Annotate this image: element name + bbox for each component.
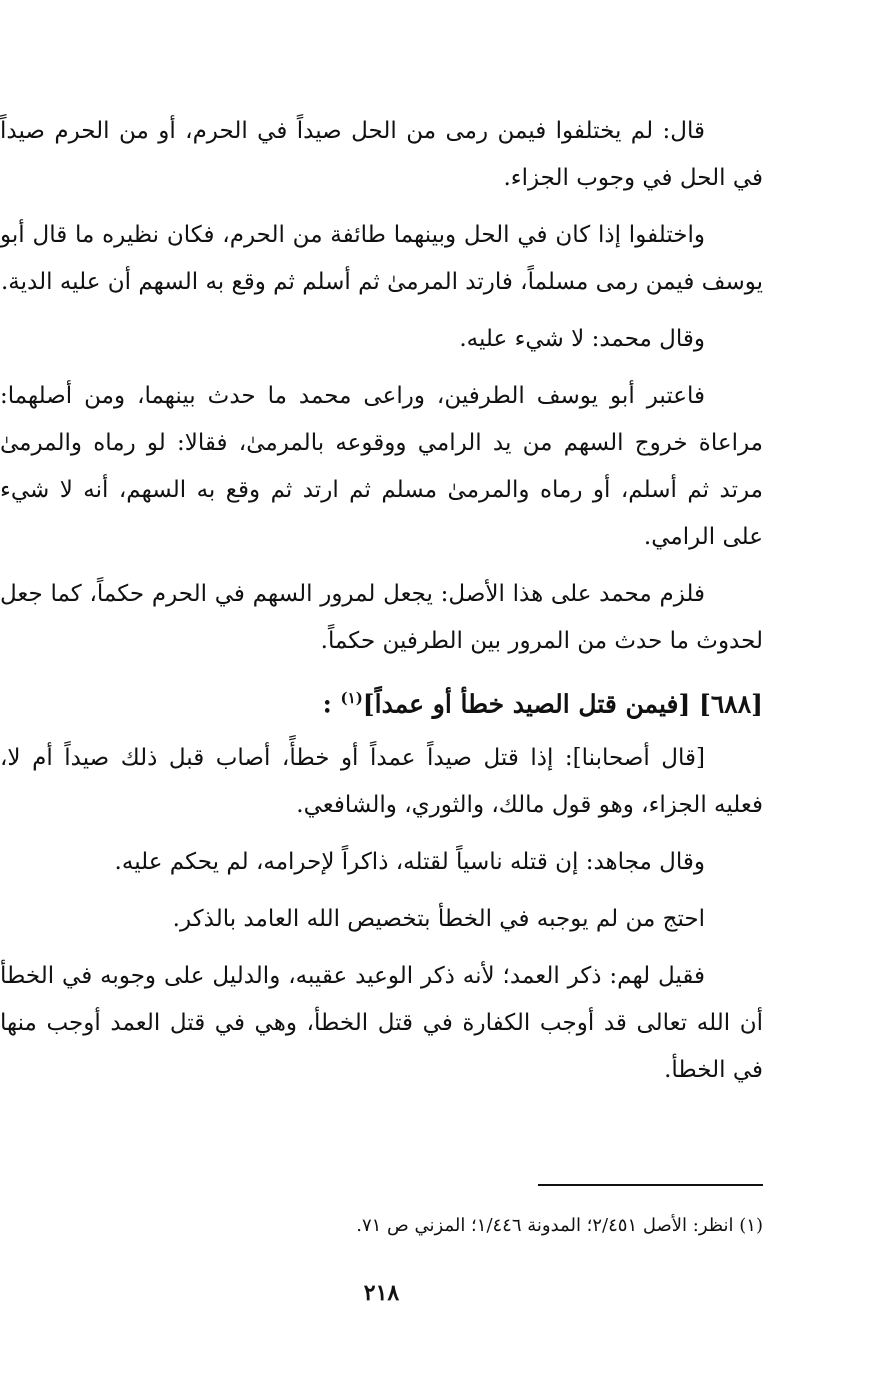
section-heading: [0, 675, 763, 727]
heading-colon: :: [322, 689, 332, 719]
paragraph-8: احتج من لم يوجبه في الخطأ بتخصيص الله العامد بالذكر.: [172, 906, 705, 933]
paragraph-4: فاعتبر أبو يوسف الطرفين، وراعى محمد ما حدث بينهما، ومن أصلهما: مراعاة خروج السهم من يد الرامي ووقوعه بالمرمىٰ، فقالا: لو رماه والمرمىٰ مرتد ثم أسلم، أو رماه والمرمىٰ مسلم ثم ارتد ثم وقع به السهم، أنه لا شيء على الرامي.: [0, 383, 763, 550]
main-text: [0, 108, 763, 1104]
paragraph-1: قال: لم يختلفوا فيمن رمى من الحل صيداً في الحرم، أو من الحرم صيداً في الحل في وجوب الجزاء.: [0, 118, 763, 191]
paragraph-7: وقال مجاهد: إن قتله ناسياً لقتله، ذاكراً لإحرامه، لم يحكم عليه.: [114, 849, 705, 876]
paragraph-2: واختلفوا إذا كان في الحل وبينهما طائفة من الحرم، فكان نظيره ما قال أبو يوسف فيمن رمى مسلماً، فارتد المرمىٰ ثم أسلم ثم وقع به السهم أن عليه الدية.: [0, 222, 763, 295]
paragraph-3: وقال محمد: لا شيء عليه.: [459, 326, 705, 352]
paragraph-5: فلزم محمد على هذا الأصل: يجعل لمرور السهم في الحرم حكماً، كما جعل لحدوث ما حدث من المرور بين الطرفين حكماً.: [0, 581, 763, 654]
footnote: (١) انظر: الأصل ٢/٤٥١؛ المدونة ١/٤٤٦؛ المزني ص ٧١.: [356, 1215, 763, 1236]
footnote-divider: [538, 1184, 763, 1186]
paragraph-9: فقيل لهم: ذكر العمد؛ لأنه ذكر الوعيد عقيبه، والدليل على وجوبه في الخطأ أن الله تعالى قد أوجب الكفارة في قتل الخطأ، وهي في قتل العمد أوجب منها في الخطأ.: [0, 963, 763, 1084]
page-number: ٢١٨: [363, 1280, 400, 1306]
section-heading-text: [٦٨٨] [فيمن قتل الصيد خطأ أو عمداً]: [362, 689, 763, 719]
footnote-marker: (١): [340, 689, 363, 707]
paragraph-6: [قال أصحابنا]: إذا قتل صيداً عمداً أو خطأً، أصاب قبل ذلك صيداً أم لا، فعليه الجزاء، وهو قول مالك، والثوري، والشافعي.: [0, 745, 763, 819]
